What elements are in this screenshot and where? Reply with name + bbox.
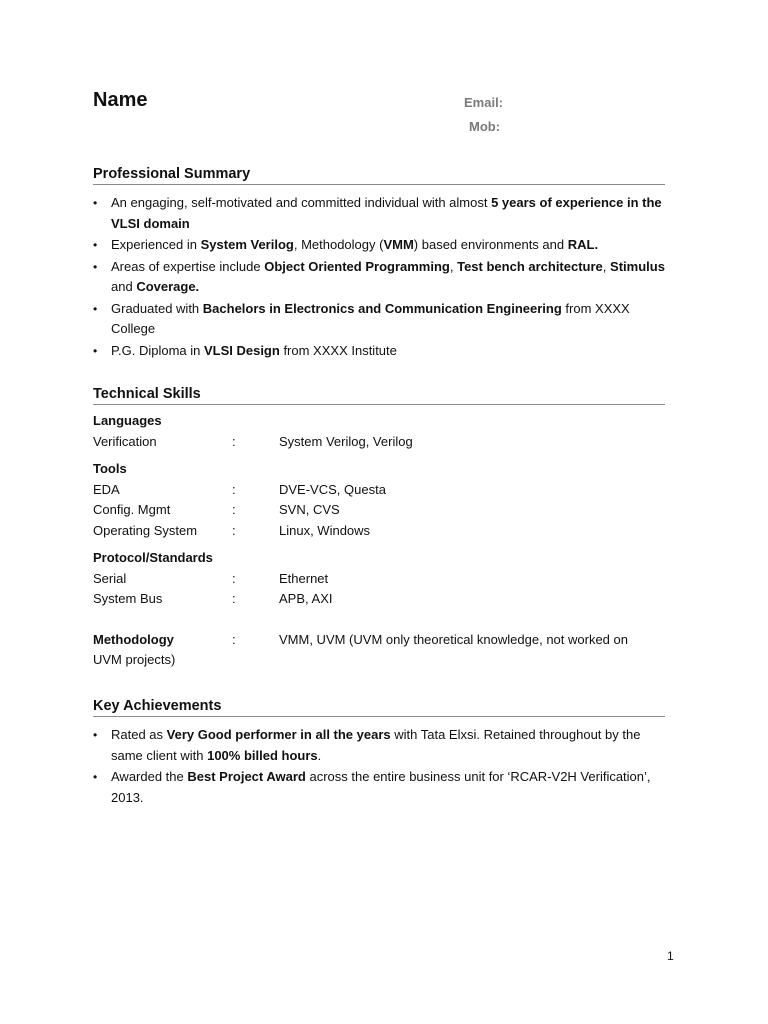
bullet-item	[93, 725, 665, 766]
skills-category-languages: Languages	[93, 413, 162, 428]
bold-text: Coverage.	[136, 279, 200, 294]
bullet-item	[93, 299, 665, 340]
skill-value: VMM, UVM (UVM only theoretical knowledge, not worked on	[279, 631, 628, 647]
section-title-key-achievements: Key Achievements	[93, 698, 665, 717]
bold-text: 100% billed hours	[207, 747, 318, 763]
skill-value: DVE-VCS, Questa	[279, 481, 386, 497]
skill-row-operating-system	[93, 521, 665, 542]
bullet-dot-icon: •	[93, 728, 98, 742]
text: across the entire business unit for ‘RCAR-V2H Verification’, 2013.	[111, 769, 651, 805]
skills-category-tools: Tools	[93, 461, 127, 476]
text: Areas of expertise include	[111, 258, 265, 274]
skill-key: EDA	[93, 481, 120, 497]
text: Experienced in	[111, 237, 201, 252]
bold-text: Very Good performer in all the years	[166, 727, 391, 742]
skill-row-system-bus	[93, 589, 665, 610]
skill-key: Verification	[93, 433, 157, 449]
bullet-dot-icon: •	[93, 259, 98, 274]
bullet-dot-icon: •	[93, 770, 98, 784]
text: Rated as	[111, 727, 167, 742]
skill-row-serial	[93, 569, 665, 590]
text: with Tata Elxsi. Retained throughout by the same client with	[111, 727, 641, 763]
text: from XXXX College	[111, 300, 630, 336]
text: , Methodology (	[293, 237, 384, 252]
skill-separator: :	[232, 481, 236, 497]
achievements-list	[93, 725, 665, 808]
skills-category-protocols: Protocol/Standards	[93, 550, 213, 565]
text: ) based environments and	[413, 237, 568, 252]
skill-row-eda	[93, 480, 665, 501]
bold-text: Test bench architecture	[457, 258, 603, 274]
skill-value: System Verilog, Verilog	[279, 433, 413, 449]
skill-row-methodology	[93, 630, 665, 671]
skill-separator: :	[232, 570, 236, 586]
skill-value: APB, AXI	[279, 591, 333, 606]
bold-text: Best Project Award	[187, 769, 306, 784]
skill-separator: :	[232, 433, 236, 449]
professional-summary-section	[93, 166, 665, 362]
skill-value-continuation: UVM projects)	[93, 652, 176, 667]
bullet-item	[93, 193, 665, 234]
text: P.G. Diploma in	[111, 342, 204, 358]
bullet-dot-icon: •	[93, 343, 98, 358]
skill-separator: :	[232, 502, 236, 517]
email-label: Email:	[464, 95, 504, 110]
skill-row-config-mgmt	[93, 500, 665, 521]
skill-key: Config. Mgmt	[93, 502, 171, 517]
bullet-dot-icon: •	[93, 301, 98, 316]
skill-row-verification	[93, 432, 665, 453]
summary-list	[93, 193, 665, 361]
text: ,	[602, 258, 611, 274]
skill-value: Linux, Windows	[279, 522, 371, 538]
bullet-item	[93, 257, 665, 298]
text: ,	[449, 258, 458, 274]
text: Graduated with	[111, 300, 203, 316]
skill-key: Serial	[93, 570, 127, 586]
skill-key: Operating System	[93, 522, 198, 538]
key-achievements-section	[93, 698, 665, 809]
skill-value: Ethernet	[279, 570, 329, 586]
bullet-item	[93, 235, 665, 256]
bold-text: VMM	[383, 237, 414, 252]
section-title-professional-summary: Professional Summary	[93, 166, 665, 185]
bold-text: RAL.	[567, 237, 599, 252]
skills-table	[93, 411, 665, 671]
bold-text: System Verilog	[200, 237, 294, 252]
bullet-dot-icon: •	[93, 238, 98, 252]
bold-text: Object Oriented Programming	[264, 258, 450, 274]
bold-text: VLSI Design	[203, 342, 280, 358]
candidate-name: Name	[93, 89, 148, 111]
skill-separator: :	[232, 522, 236, 538]
text: Awarded the	[111, 769, 188, 784]
text: An engaging, self-motivated and committed individual with almost	[111, 195, 492, 210]
page-number: 1	[667, 949, 674, 963]
technical-skills-section	[93, 386, 665, 671]
mobile-label: Mob:	[469, 119, 501, 134]
text: and	[111, 279, 137, 294]
bullet-item	[93, 767, 665, 808]
bullet-dot-icon: •	[93, 196, 98, 210]
skill-key: Methodology	[93, 631, 174, 647]
bold-text: Bachelors in Electronics and Communication Engineering	[202, 300, 562, 316]
text: .	[317, 747, 322, 763]
skill-separator: :	[232, 631, 236, 647]
bold-text: Stimulus	[610, 258, 665, 274]
text: from XXXX Institute	[279, 342, 397, 358]
skill-key: System Bus	[93, 591, 163, 606]
skill-value: SVN, CVS	[279, 502, 340, 517]
skill-separator: :	[232, 591, 236, 606]
bullet-item	[93, 341, 665, 362]
bold-text: 5 years of experience in the VLSI domain	[111, 195, 662, 231]
section-title-technical-skills: Technical Skills	[93, 386, 665, 405]
